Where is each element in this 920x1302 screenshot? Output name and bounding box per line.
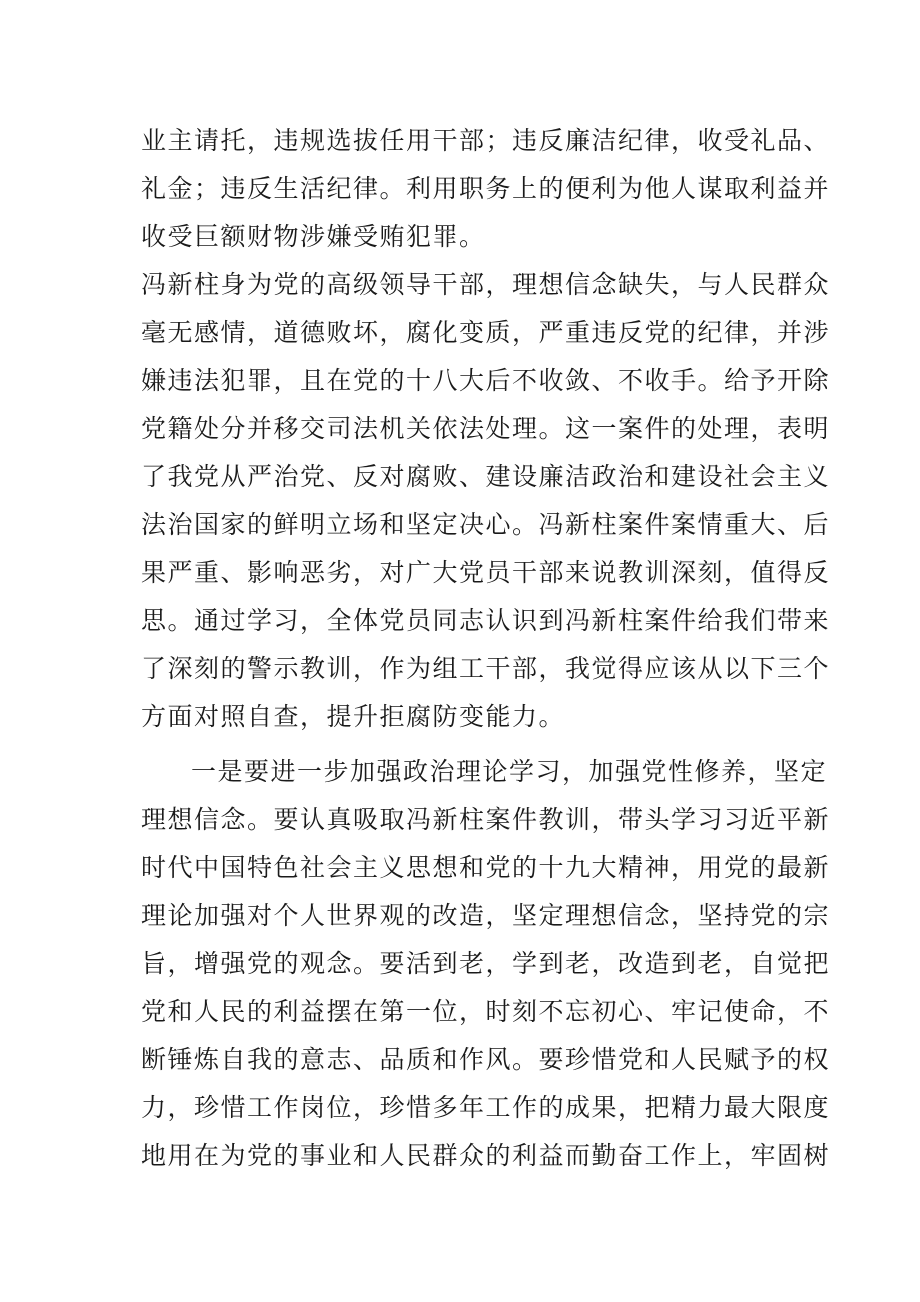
text-line: 冯新柱身为党的高级领导干部，理想信念缺失，与人民群众 [141, 270, 831, 299]
text-line: 理想信念。要认真吸取冯新柱案件教训，带头学习习近平新 [141, 805, 831, 834]
text-line: 党和人民的利益摆在第一位，时刻不忘初心、牢记使命，不 [141, 997, 831, 1026]
text-line: 了深刻的警示教训，作为组工干部，我觉得应该从以下三个 [141, 654, 831, 683]
text-line: 毫无感情，道德败坏，腐化变质，严重违反党的纪律，并涉 [141, 318, 831, 347]
document-body [141, 117, 831, 1180]
paragraph-1 [141, 117, 831, 261]
text-line: 收受巨额财物涉嫌受贿犯罪。 [141, 222, 486, 251]
text-line: 力，珍惜工作岗位，珍惜多年工作的成果，把精力最大限度 [141, 1093, 831, 1122]
text-line: 地用在为党的事业和人民群众的利益而勤奋工作上，牢固树 [141, 1141, 831, 1170]
text-line: 旨，增强党的观念。要活到老，学到老，改造到老，自觉把 [141, 949, 831, 978]
text-line: 嫌违法犯罪，且在党的十八大后不收敛、不收手。给予开除 [141, 366, 831, 395]
paragraph-2 [141, 261, 831, 741]
text-line: 了我党从严治党、反对腐败、建设廉洁政治和建设社会主义 [141, 462, 831, 491]
text-line: 礼金；违反生活纪律。利用职务上的便利为他人谋取利益并 [141, 174, 831, 203]
text-line: 法治国家的鲜明立场和坚定决心。冯新柱案件案情重大、后 [141, 510, 831, 539]
paragraph-3 [141, 748, 831, 1180]
text-line: 思。通过学习，全体党员同志认识到冯新柱案件给我们带来 [141, 606, 831, 635]
text-line: 一是要进一步加强政治理论学习，加强党性修养，坚定 [191, 757, 828, 786]
text-line: 时代中国特色社会主义思想和党的十九大精神，用党的最新 [141, 853, 831, 882]
text-line: 方面对照自查，提升拒腐防变能力。 [141, 702, 566, 731]
text-line: 果严重、影响恶劣，对广大党员干部来说教训深刻，值得反 [141, 558, 831, 587]
text-line: 理论加强对个人世界观的改造，坚定理想信念，坚持党的宗 [141, 901, 831, 930]
text-line: 党籍处分并移交司法机关依法处理。这一案件的处理，表明 [141, 414, 831, 443]
text-line: 断锤炼自我的意志、品质和作风。要珍惜党和人民赋予的权 [141, 1045, 831, 1074]
text-line: 业主请托，违规选拔任用干部；违反廉洁纪律，收受礼品、 [141, 126, 831, 155]
